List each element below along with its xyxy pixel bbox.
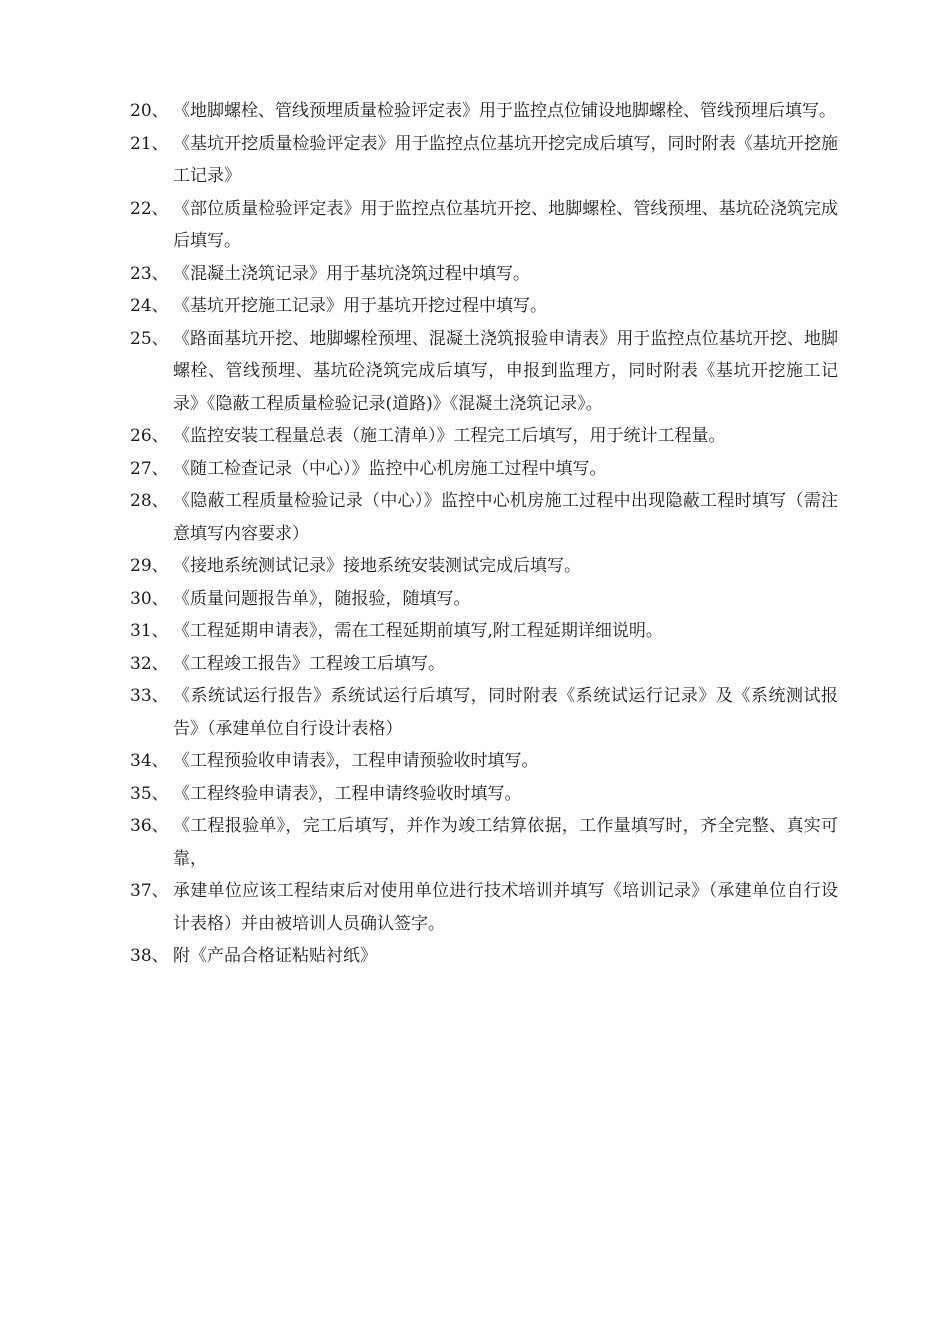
list-item: [130, 875, 838, 940]
list-item: [130, 485, 838, 550]
item-number: 37、: [130, 881, 169, 901]
list-item: [130, 290, 838, 323]
item-number: 26、: [130, 426, 169, 446]
item-text: 《系统试运行报告》系统试运行后填写，同时附表《系统试运行记录》及《系统测试报告》（承建单位自行设计表格）: [173, 686, 838, 739]
item-text: 《工程竣工报告》工程竣工后填写。: [173, 653, 445, 674]
item-number: 33、: [130, 686, 169, 706]
item-number: 30、: [130, 588, 169, 609]
list-item: [130, 258, 838, 291]
item-number: 22、: [130, 198, 169, 219]
item-number: 21、: [130, 133, 169, 154]
item-number: 32、: [130, 653, 169, 674]
item-text: 《接地系统测试记录》接地系统安装测试完成后填写。: [173, 556, 581, 576]
list-item: [130, 615, 838, 648]
item-number: 38、: [130, 946, 169, 966]
item-number: 34、: [130, 751, 169, 771]
list-item: [130, 128, 838, 193]
item-number: 35、: [130, 783, 169, 804]
list-item: [130, 745, 838, 778]
item-text: 《监控安装工程量总表（施工清单）》工程完工后填写，用于统计工程量。: [173, 426, 726, 446]
item-number: 24、: [130, 296, 169, 316]
item-text: 《部位质量检验评定表》用于监控点位基坑开挖、地脚螺栓、管线预埋、基坑砼浇筑完成后填写。: [173, 198, 838, 251]
list-item: [130, 550, 838, 583]
list-item: [130, 453, 838, 486]
item-text: 《基坑开挖质量检验评定表》用于监控点位基坑开挖完成后填写，同时附表《基坑开挖施工记录》: [173, 133, 838, 186]
item-text: 《隐蔽工程质量检验记录（中心）》监控中心机房施工过程中出现隐蔽工程时填写（需注意填写内容要求）: [173, 491, 838, 544]
item-number: 29、: [130, 556, 169, 576]
item-text: 《随工检查记录（中心）》监控中心机房施工过程中填写。: [173, 458, 607, 479]
item-text: 《基坑开挖施工记录》用于基坑开挖过程中填写。: [173, 296, 547, 316]
numbered-list: [130, 95, 838, 973]
item-text: 《路面基坑开挖、地脚螺栓预埋、混凝土浇筑报验申请表》用于监控点位基坑开挖、地脚螺栓、管线预埋、基坑砼浇筑完成后填写，申报到监理方，同时附表《基坑开挖施工记录》《隐蔽工程质量检验记录(道路)》《混凝土浇筑记录》。: [173, 328, 838, 414]
list-item: [130, 648, 838, 681]
list-item: [130, 940, 838, 973]
list-item: [130, 778, 838, 811]
item-text: 承建单位应该工程结束后对使用单位进行技术培训并填写《培训记录》（承建单位自行设计表格）并由被培训人员确认签字。: [173, 881, 838, 934]
item-number: 31、: [130, 621, 169, 641]
list-item: [130, 583, 838, 616]
item-number: 36、: [130, 816, 169, 836]
item-text: 《工程延期申请表》，需在工程延期前填写,附工程延期详细说明。: [173, 621, 663, 641]
item-text: 附《产品合格证粘贴衬纸》: [173, 946, 377, 966]
item-text: 《地脚螺栓、管线预埋质量检验评定表》用于监控点位铺设地脚螺栓、管线预埋后填写。: [173, 101, 836, 121]
item-number: 28、: [130, 491, 169, 511]
item-text: 《工程预验收申请表》，工程申请预验收时填写。: [173, 751, 539, 771]
item-text: 《质量问题报告单》，随报验，随填写。: [173, 588, 471, 609]
list-item: [130, 810, 838, 875]
list-item: [130, 323, 838, 421]
item-number: 27、: [130, 458, 169, 479]
list-item: [130, 680, 838, 745]
item-text: 《混凝土浇筑记录》用于基坑浇筑过程中填写。: [173, 263, 530, 284]
item-number: 25、: [130, 328, 169, 349]
item-text: 《工程报验单》，完工后填写，并作为竣工结算依据，工作量填写时，齐全完整、真实可靠，: [173, 816, 838, 869]
list-item: [130, 193, 838, 258]
item-number: 23、: [130, 263, 169, 284]
list-item: [130, 95, 838, 128]
list-item: [130, 420, 838, 453]
item-text: 《工程终验申请表》，工程申请终验收时填写。: [173, 783, 522, 804]
item-number: 20、: [130, 101, 169, 121]
